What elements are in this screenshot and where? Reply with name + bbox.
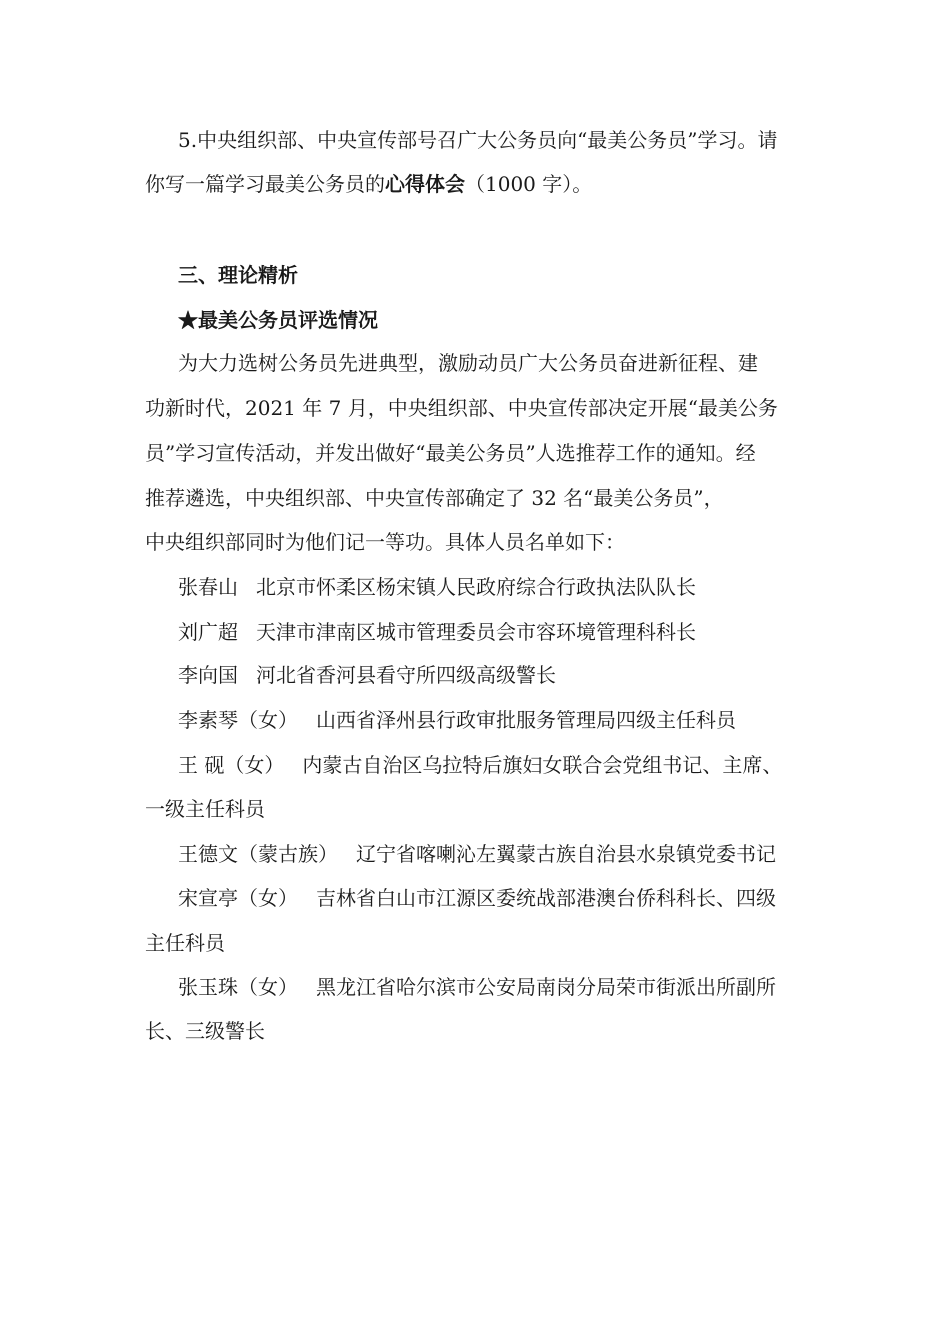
person-name: 刘广超	[178, 620, 238, 644]
person-name: 张玉珠（女）	[178, 975, 298, 999]
person-title: 辽宁省喀喇沁左翼蒙古族自治县水泉镇党委书记	[356, 842, 776, 866]
person-entry	[178, 661, 556, 689]
person-entry	[178, 751, 782, 779]
section-heading: 三、理论精析	[178, 263, 298, 287]
question-emphasis: 心得体会	[385, 172, 465, 196]
intro-line-2: 功新时代，2021 年 7 月，中央组织部、中央宣传部决定开展“最美公务	[145, 396, 778, 420]
question-word-count: （1000 字）。	[465, 172, 593, 196]
person-title: 北京市怀柔区杨宋镇人民政府综合行政执法队队长	[256, 575, 696, 599]
question-line-1: 5.中央组织部、中央宣传部号召广大公务员向“最美公务员”学习。请	[178, 128, 778, 152]
person-name: 王德文（蒙古族）	[178, 842, 338, 866]
person-title: 内蒙古自治区乌拉特后旗妇女联合会党组书记、主席、	[302, 753, 783, 777]
person-name: 张春山	[178, 575, 238, 599]
person-entry-continuation: 主任科员	[145, 931, 225, 955]
person-name: 宋宣亭（女）	[178, 886, 298, 910]
person-entry-continuation: 一级主任科员	[145, 797, 265, 821]
person-name: 王 砚（女）	[178, 753, 285, 777]
intro-line-5: 中央组织部同时为他们记一等功。具体人员名单如下：	[145, 530, 625, 554]
person-name: 李素琴（女）	[178, 708, 298, 732]
person-title: 河北省香河县看守所四级高级警长	[256, 663, 556, 687]
question-line-2	[145, 170, 592, 198]
person-entry-continuation: 长、三级警长	[145, 1019, 265, 1043]
person-name: 李向国	[178, 663, 238, 687]
person-title: 天津市津南区城市管理委员会市容环境管理科科长	[256, 620, 696, 644]
person-entry	[178, 706, 736, 734]
section-subheading: ★最美公务员评选情况	[178, 308, 378, 332]
intro-line-1: 为大力选树公务员先进典型，激励动员广大公务员奋进新征程、建	[178, 351, 758, 375]
person-entry	[178, 573, 696, 601]
question-text: 你写一篇学习最美公务员的	[145, 172, 385, 196]
intro-line-4: 推荐遴选，中央组织部、中央宣传部确定了 32 名“最美公务员”，	[145, 486, 724, 510]
person-entry	[178, 618, 696, 646]
person-entry	[178, 884, 776, 912]
intro-line-3: 员”学习宣传活动，并发出做好“最美公务员”人选推荐工作的通知。经	[145, 441, 756, 465]
person-title: 吉林省白山市江源区委统战部港澳台侨科科长、四级	[316, 886, 776, 910]
person-title: 山西省泽州县行政审批服务管理局四级主任科员	[316, 708, 736, 732]
person-entry	[178, 973, 776, 1001]
person-entry	[178, 840, 776, 868]
person-title: 黑龙江省哈尔滨市公安局南岗分局荣市街派出所副所	[316, 975, 776, 999]
